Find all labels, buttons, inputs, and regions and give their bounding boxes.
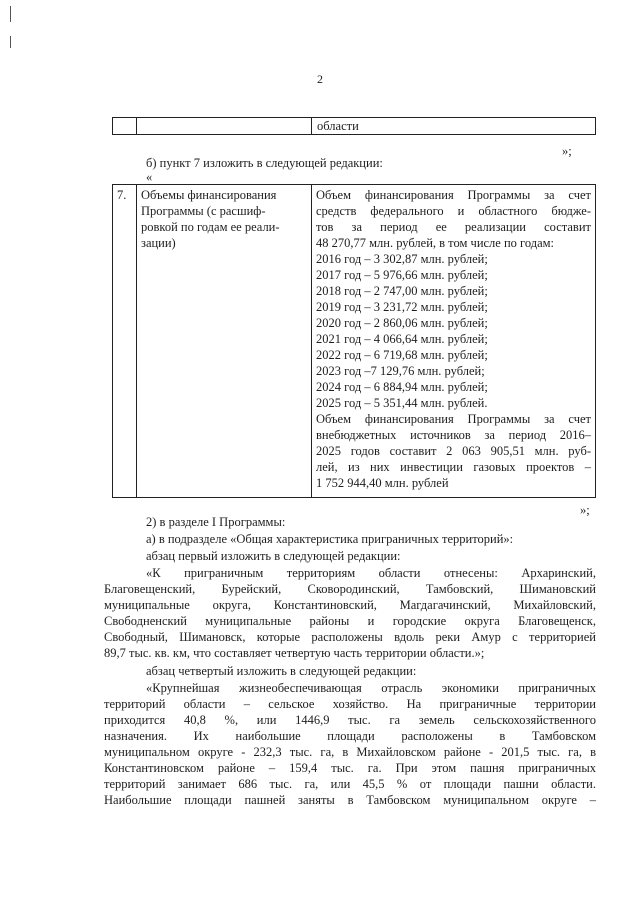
para1-line: Свободненский муниципальные районы и городские округа Благовещенск, bbox=[104, 614, 596, 628]
opening-quote: « bbox=[146, 170, 153, 184]
value-line-year: 2017 год – 5 976,66 млн. рублей; bbox=[316, 268, 488, 282]
item-a: а) в подразделе «Общая характеристика приграничных территорий»: bbox=[146, 532, 514, 546]
value-line-year: 2018 год – 2 747,00 млн. рублей; bbox=[316, 284, 488, 298]
para4-line: территорий занимает 686 тыс. га, или 45,5 % от площади пашни области. bbox=[104, 777, 596, 791]
value-line-year: 2021 год – 4 066,64 млн. рублей; bbox=[316, 332, 488, 346]
value-line: лей, из них инвестиции газовых проектов – bbox=[316, 460, 591, 474]
para4-intro: абзац четвертый изложить в следующей редакции: bbox=[146, 664, 417, 678]
para1-intro: абзац первый изложить в следующей редакции: bbox=[146, 549, 401, 563]
table-col-divider-2 bbox=[311, 185, 312, 497]
prev-table-col-divider-1 bbox=[136, 118, 137, 134]
para4-line: назначения. Их наибольшие площади расположены в Тамбовском bbox=[104, 729, 596, 743]
table-row-label bbox=[141, 187, 305, 251]
value-line-year: 2024 год – 6 884,94 млн. рублей; bbox=[316, 380, 488, 394]
prev-table-row bbox=[112, 117, 596, 135]
closing-quote-2: »; bbox=[580, 503, 590, 517]
para4-line: приходится 40,8 %, или 1446,9 тыс. га земель сельскохозяйственного bbox=[104, 713, 596, 727]
value-line: средств федерального и областного бюдже- bbox=[316, 204, 591, 218]
value-line: тов за период ее реализации составит bbox=[316, 220, 591, 234]
para4-line: территорий области – сельское хозяйство. На приграничные территории bbox=[104, 697, 596, 711]
paragraph-4 bbox=[104, 680, 596, 808]
para1-line: Благовещенский, Бурейский, Сковородинский, Тамбовский, Шимановский bbox=[104, 582, 596, 596]
para4-line: Наибольшие площади пашней заняты в Тамбовском муниципальном округе – bbox=[104, 793, 596, 807]
label-line: Объемы финансирования bbox=[141, 188, 277, 202]
margin-mark-bottom bbox=[10, 36, 11, 48]
table-row-value bbox=[316, 187, 591, 491]
value-line: Объем финансирования Программы за счет bbox=[316, 188, 591, 202]
value-line-year: 2022 год – 6 719,68 млн. рублей; bbox=[316, 348, 488, 362]
closing-quote-1: »; bbox=[562, 144, 572, 158]
value-line: 1 752 944,40 млн. рублей bbox=[316, 476, 449, 490]
value-line: 48 270,77 млн. рублей, в том числе по годам: bbox=[316, 236, 555, 250]
subpoint-b: б) пункт 7 изложить в следующей редакции: bbox=[146, 156, 383, 170]
margin-mark-top bbox=[10, 6, 11, 22]
value-line-year: 2025 год – 5 351,44 млн. рублей. bbox=[316, 396, 488, 410]
financing-table bbox=[112, 184, 596, 498]
value-line-year: 2016 год – 3 302,87 млн. рублей; bbox=[316, 252, 488, 266]
label-line: ровкой по годам ее реали- bbox=[141, 220, 280, 234]
value-line: внебюджетных источников за период 2016– bbox=[316, 428, 591, 442]
label-line: Программы (с расшиф- bbox=[141, 204, 266, 218]
table-row-number: 7. bbox=[117, 188, 127, 202]
table-col-divider-1 bbox=[136, 185, 137, 497]
para1-line: 89,7 тыс. кв. км, что составляет четвертую часть территории области.»; bbox=[104, 646, 485, 660]
para1-line: «К приграничным территориям области отнесены: Архаринский, bbox=[146, 566, 596, 580]
para4-line: «Крупнейшая жизнеобеспечивающая отрасль экономики приграничных bbox=[146, 681, 596, 695]
para4-line: муниципальном округе - 232,3 тыс. га, в Михайловском районе - 201,5 тыс. га, в bbox=[104, 745, 596, 759]
label-line: зации) bbox=[141, 236, 176, 250]
value-line-year: 2020 год – 2 860,06 млн. рублей; bbox=[316, 316, 488, 330]
para1-line: Свободный, Шимановск, которые расположены вдоль реки Амур с территорией bbox=[104, 630, 596, 644]
para4-line: Константиновском районе – 159,4 тыс. га. При этом пашня приграничных bbox=[104, 761, 596, 775]
page-number: 2 bbox=[317, 72, 323, 86]
prev-table-cell-text: области bbox=[317, 119, 359, 133]
value-line-year: 2023 год –7 129,76 млн. рублей; bbox=[316, 364, 485, 378]
value-line: 2025 годов составит 2 063 905,51 млн. руб- bbox=[316, 444, 591, 458]
value-line-year: 2019 год – 3 231,72 млн. рублей; bbox=[316, 300, 488, 314]
para1-line: муниципальные округа, Константиновский, Магдагачинский, Михайловский, bbox=[104, 598, 596, 612]
value-line: Объем финансирования Программы за счет bbox=[316, 412, 591, 426]
prev-table-col-divider-2 bbox=[311, 118, 312, 134]
item-2: 2) в разделе I Программы: bbox=[146, 515, 286, 529]
paragraph-1 bbox=[104, 565, 596, 661]
